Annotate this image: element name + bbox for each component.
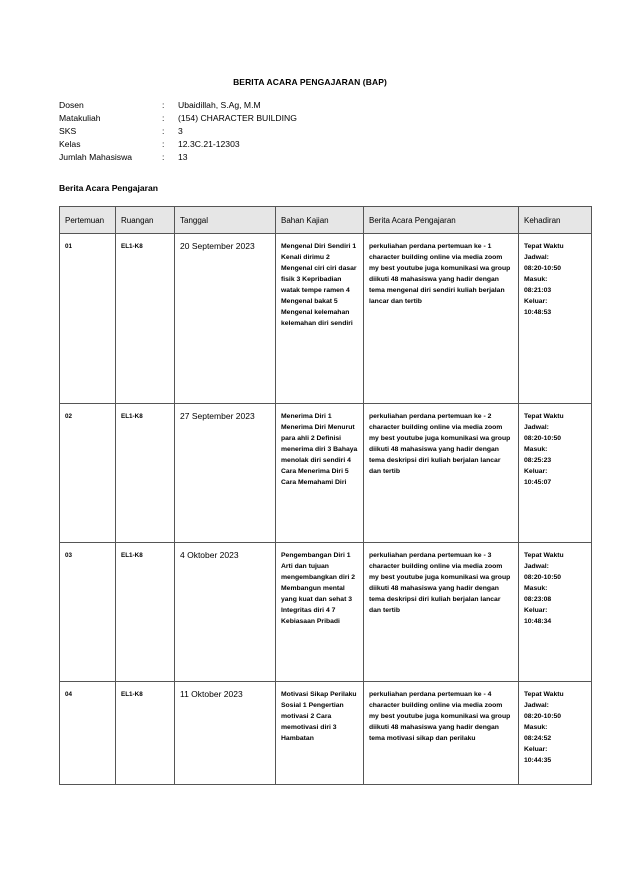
cell-berita-acara: perkuliahan perdana pertemuan ke - 3 character building online via media zoom my best youtube juga komunikasi wa group diikuti 48 mahasiswa yang hadir dengan tema deskripsi diri kuliah berjalan lancar dan tertib xyxy=(364,543,519,682)
header-bahan-kajian: Bahan Kajian xyxy=(276,207,364,234)
header-berita-acara: Berita Acara Pengajaran xyxy=(364,207,519,234)
info-colon: : xyxy=(162,126,165,137)
cell-bahan-kajian: Pengembangan Diri 1 Arti dan tujuan mengembangkan diri 2 Membangun mental yang kuat dan sehat 3 Integritas diri 4 7 Kebiasaan Pribadi xyxy=(276,543,364,682)
kehadiran-masuk: 08:24:52 xyxy=(524,735,552,742)
info-row-kelas xyxy=(59,138,297,151)
cell-kehadiran xyxy=(519,234,592,404)
cell-pertemuan: 01 xyxy=(60,234,116,404)
kehadiran-status: Tepat Waktu xyxy=(524,552,564,559)
header-kehadiran: Kehadiran xyxy=(519,207,592,234)
kehadiran-masuk: 08:25:23 xyxy=(524,457,552,464)
info-label: Matakuliah xyxy=(59,113,101,124)
info-value: 3 xyxy=(178,126,183,137)
info-value: 12.3C.21-12303 xyxy=(178,139,240,150)
table-row xyxy=(60,234,592,404)
kehadiran-keluar-label: Keluar: xyxy=(524,607,548,614)
cell-ruangan: EL1-K8 xyxy=(116,404,175,543)
header-ruangan: Ruangan xyxy=(116,207,175,234)
info-colon: : xyxy=(162,100,165,110)
kehadiran-masuk: 08:21:03 xyxy=(524,287,552,294)
kehadiran-jadwal: 08:20-10:50 xyxy=(524,265,562,272)
cell-berita-acara: perkuliahan perdana pertemuan ke - 2 character building online via media zoom my best youtube juga komunikasi wa group diikuti 48 mahasiswa yang hadir dengan tema deskripsi diri kuliah berjalan lancar dan tertib xyxy=(364,404,519,543)
bap-table xyxy=(59,206,592,785)
cell-bahan-kajian: Menerima Diri 1 Menerima Diri Menurut para ahli 2 Definisi menerima diri 3 Bahaya menolak diri sendiri 4 Cara Menerima Diri 5 Cara Memahami Diri xyxy=(276,404,364,543)
cell-pertemuan: 03 xyxy=(60,543,116,682)
kehadiran-jadwal-label: Jadwal: xyxy=(524,254,549,261)
info-label: Dosen xyxy=(59,100,84,110)
cell-berita-acara: perkuliahan perdana pertemuan ke - 1 character building online via media zoom my best youtube juga komunikasi wa group diikuti 48 mahasiswa yang hadir dengan tema mengenal diri sendiri kuliah berjalan lancar dan tertib xyxy=(364,234,519,404)
cell-bahan-kajian: Mengenal Diri Sendiri 1 Kenali dirimu 2 Mengenal ciri ciri dasar fisik 3 Kepribadian watak tempe ramen 4 Mengenal bakat 5 Mengenal kelemahan kelemahan diri sendiri xyxy=(276,234,364,404)
header-pertemuan: Pertemuan xyxy=(60,207,116,234)
info-label: Jumlah Mahasiswa xyxy=(59,152,133,163)
kehadiran-keluar: 10:48:34 xyxy=(524,618,552,625)
cell-ruangan: EL1-K8 xyxy=(116,234,175,404)
info-row-matakuliah xyxy=(59,112,297,125)
kehadiran-masuk-label: Masuk: xyxy=(524,446,548,453)
info-row-jumlah-mahasiswa xyxy=(59,151,297,164)
table-row xyxy=(60,404,592,543)
kehadiran-status: Tepat Waktu xyxy=(524,691,564,698)
document-title: BERITA ACARA PENGAJARAN (BAP) xyxy=(233,77,387,87)
kehadiran-masuk: 08:23:08 xyxy=(524,596,552,603)
cell-pertemuan: 04 xyxy=(60,682,116,785)
kehadiran-jadwal-label: Jadwal: xyxy=(524,563,549,570)
header-tanggal: Tanggal xyxy=(175,207,276,234)
kehadiran-keluar-label: Keluar: xyxy=(524,468,548,475)
kehadiran-jadwal: 08:20-10:50 xyxy=(524,435,562,442)
info-value: (154) CHARACTER BUILDING xyxy=(178,113,297,124)
table-row xyxy=(60,682,592,785)
kehadiran-keluar-label: Keluar: xyxy=(524,298,548,305)
section-title: Berita Acara Pengajaran xyxy=(59,183,159,193)
cell-kehadiran xyxy=(519,682,592,785)
cell-kehadiran xyxy=(519,404,592,543)
info-colon: : xyxy=(162,113,165,124)
info-label: Kelas xyxy=(59,139,81,150)
cell-kehadiran xyxy=(519,543,592,682)
kehadiran-jadwal-label: Jadwal: xyxy=(524,424,549,431)
info-row-sks xyxy=(59,125,297,138)
kehadiran-status: Tepat Waktu xyxy=(524,413,564,420)
info-colon: : xyxy=(162,139,165,150)
cell-pertemuan: 02 xyxy=(60,404,116,543)
kehadiran-masuk-label: Masuk: xyxy=(524,585,548,592)
info-colon: : xyxy=(162,152,165,163)
cell-tanggal: 27 September 2023 xyxy=(175,404,276,543)
table-row xyxy=(60,543,592,682)
info-value: Ubaidillah, S.Ag, M.M xyxy=(178,100,261,110)
kehadiran-keluar: 10:44:35 xyxy=(524,757,552,764)
cell-berita-acara: perkuliahan perdana pertemuan ke - 4 character building online via media zoom my best youtube juga komunikasi wa group diikuti 48 mahasiswa yang hadir dengan tema motivasi sikap dan perilaku xyxy=(364,682,519,785)
kehadiran-status: Tepat Waktu xyxy=(524,243,564,250)
kehadiran-jadwal-label: Jadwal: xyxy=(524,702,549,709)
course-info xyxy=(59,99,297,164)
cell-ruangan: EL1-K8 xyxy=(116,543,175,682)
cell-tanggal: 11 Oktober 2023 xyxy=(175,682,276,785)
info-row-dosen xyxy=(59,99,297,112)
cell-tanggal: 20 September 2023 xyxy=(175,234,276,404)
kehadiran-jadwal: 08:20-10:50 xyxy=(524,574,562,581)
cell-bahan-kajian: Motivasi Sikap Perilaku Sosial 1 Pengertian motivasi 2 Cara memotivasi diri 3 Hambatan xyxy=(276,682,364,785)
kehadiran-keluar: 10:45:07 xyxy=(524,479,552,486)
kehadiran-masuk-label: Masuk: xyxy=(524,276,548,283)
info-value: 13 xyxy=(178,152,188,163)
kehadiran-keluar-label: Keluar: xyxy=(524,746,548,753)
kehadiran-keluar: 10:48:53 xyxy=(524,309,552,316)
cell-ruangan: EL1-K8 xyxy=(116,682,175,785)
kehadiran-jadwal: 08:20-10:50 xyxy=(524,713,562,720)
kehadiran-masuk-label: Masuk: xyxy=(524,724,548,731)
cell-tanggal: 4 Oktober 2023 xyxy=(175,543,276,682)
info-label: SKS xyxy=(59,126,77,137)
table-header-row xyxy=(60,207,592,234)
